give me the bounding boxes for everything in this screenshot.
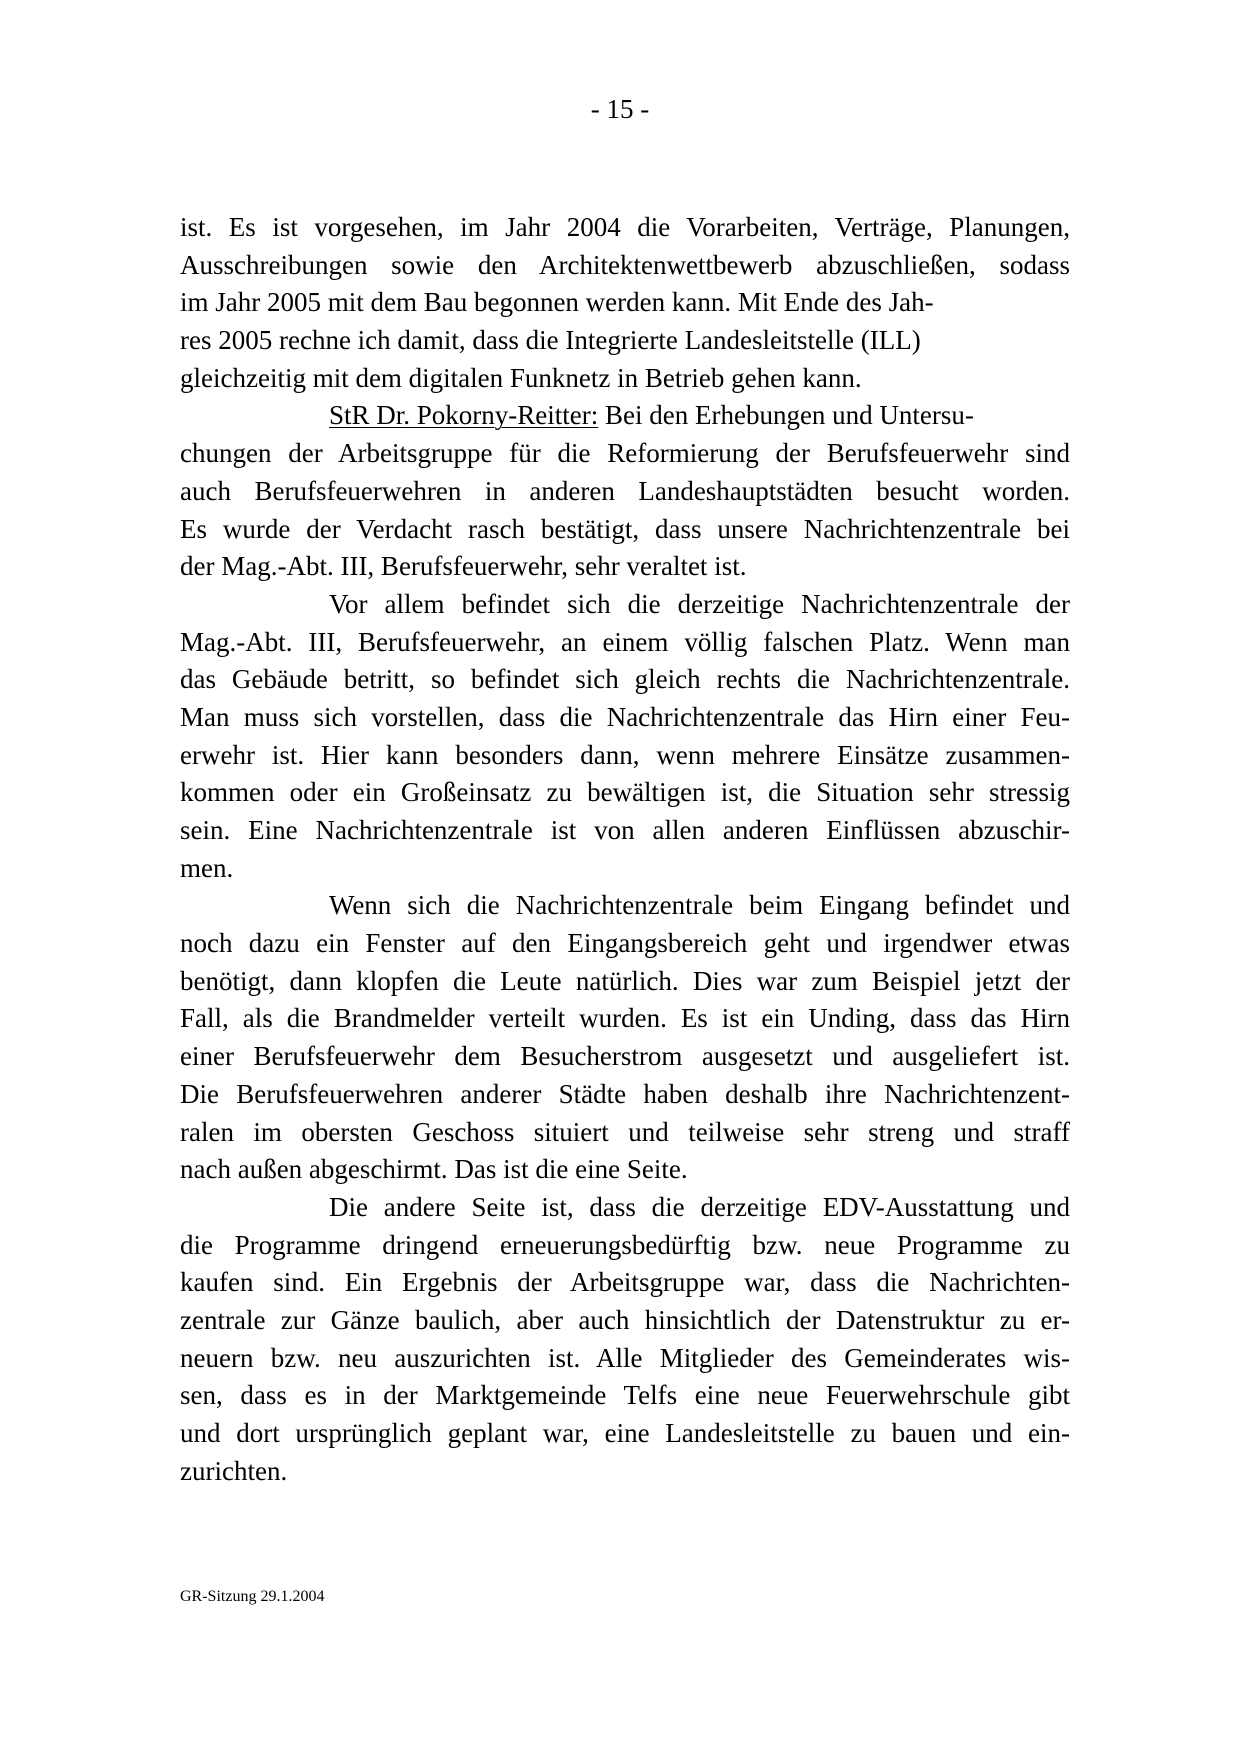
text-line: Die andere Seite ist, dass die derzeitige EDV-Ausstattung und [329, 1191, 1070, 1222]
text-line: und dort ursprünglich geplant war, eine Landesleitstelle zu bauen und ein- [180, 1418, 1070, 1448]
text-line: res 2005 rechne ich damit, dass die Integrierte Landesleitstelle (ILL) [180, 325, 921, 356]
text-line: das Gebäude betritt, so befindet sich gleich rechts die Nachrichtenzentrale. [180, 664, 1070, 695]
speaker-name: StR Dr. Pokorny-Reitter: [329, 400, 599, 431]
text-line: erwehr ist. Hier kann besonders dann, wenn mehrere Einsätze zusammen- [180, 739, 1070, 770]
text-line: Man muss sich vorstellen, dass die Nachrichtenzentrale das Hirn einer Feu- [180, 701, 1070, 732]
text-line: zentrale zur Gänze baulich, aber auch hinsichtlich der Datenstruktur zu er- [180, 1304, 1070, 1335]
text-line: Es wurde der Verdacht rasch bestätigt, dass unsere Nachrichtenzentrale bei [180, 513, 1070, 544]
text-line: Fall, als die Brandmelder verteilt wurden. Es ist ein Unding, dass das Hirn [180, 1003, 1070, 1034]
text-line: sen, dass es in der Marktgemeinde Telfs eine neue Feuerwehrschule gibt [180, 1380, 1070, 1411]
text-line: einer Berufsfeuerwehr dem Besucherstrom ausgesetzt und ausgeliefert ist. [180, 1041, 1070, 1072]
text-line: sein. Eine Nachrichtenzentrale ist von allen anderen Einflüssen abzuschir- [180, 815, 1070, 845]
text-line: zurichten. [180, 1455, 288, 1486]
text-line: noch dazu ein Fenster auf den Eingangsbereich geht und irgendwer etwas [180, 928, 1070, 959]
text-line: im Jahr 2005 mit dem Bau begonnen werden kann. Mit Ende des Jah- [180, 287, 934, 318]
text-line: der Mag.-Abt. III, Berufsfeuerwehr, sehr veraltet ist. [180, 551, 747, 582]
text-line: kaufen sind. Ein Ergebnis der Arbeitsgruppe war, dass die Nachrichten- [180, 1267, 1070, 1298]
text-line: men. [180, 852, 234, 883]
text-line: benötigt, dann klopfen die Leute natürlich. Dies war zum Beispiel jetzt der [180, 965, 1070, 996]
page-number: - 15 - [590, 94, 650, 124]
text-line: neuern bzw. neu auszurichten ist. Alle Mitglieder des Gemeinderates wis- [180, 1342, 1070, 1373]
text-line: die Programme dringend erneuerungsbedürftig bzw. neue Programme zu [180, 1229, 1070, 1260]
text-line: gleichzeitig mit dem digitalen Funknetz in Betrieb gehen kann. [180, 362, 862, 393]
text-line: Wenn sich die Nachrichtenzentrale beim Eingang befindet und [329, 890, 1070, 921]
text-line: Mag.-Abt. III, Berufsfeuerwehr, an einem völlig falschen Platz. Wenn man [180, 626, 1070, 657]
text-line: ist. Es ist vorgesehen, im Jahr 2004 die Vorarbeiten, Verträge, Planungen, [180, 212, 1070, 242]
speaker-line-text: Bei den Erhebungen und Untersu- [605, 400, 974, 431]
text-line: Ausschreibungen sowie den Architektenwettbewerb abzuschließen, sodass [180, 249, 1070, 280]
text-line: Vor allem befindet sich die derzeitige Nachrichtenzentrale der [329, 588, 1070, 619]
text-line: kommen oder ein Großeinsatz zu bewältigen ist, die Situation sehr stressig [180, 777, 1070, 808]
text-line: chungen der Arbeitsgruppe für die Reformierung der Berufsfeuerwehr sind [180, 438, 1070, 469]
text-line: auch Berufsfeuerwehren in anderen Landeshauptstädten besucht worden. [180, 475, 1070, 506]
body-text [180, 209, 1070, 1490]
text-line: ralen im obersten Geschoss situiert und teilweise sehr streng und straff [180, 1116, 1070, 1147]
text-line: Die Berufsfeuerwehren anderer Städte haben deshalb ihre Nachrichtenzent- [180, 1078, 1070, 1109]
footer-session-date: GR-Sitzung 29.1.2004 [180, 1588, 325, 1605]
speaker-line [180, 397, 1070, 435]
text-line: nach außen abgeschirmt. Das ist die eine Seite. [180, 1154, 688, 1185]
